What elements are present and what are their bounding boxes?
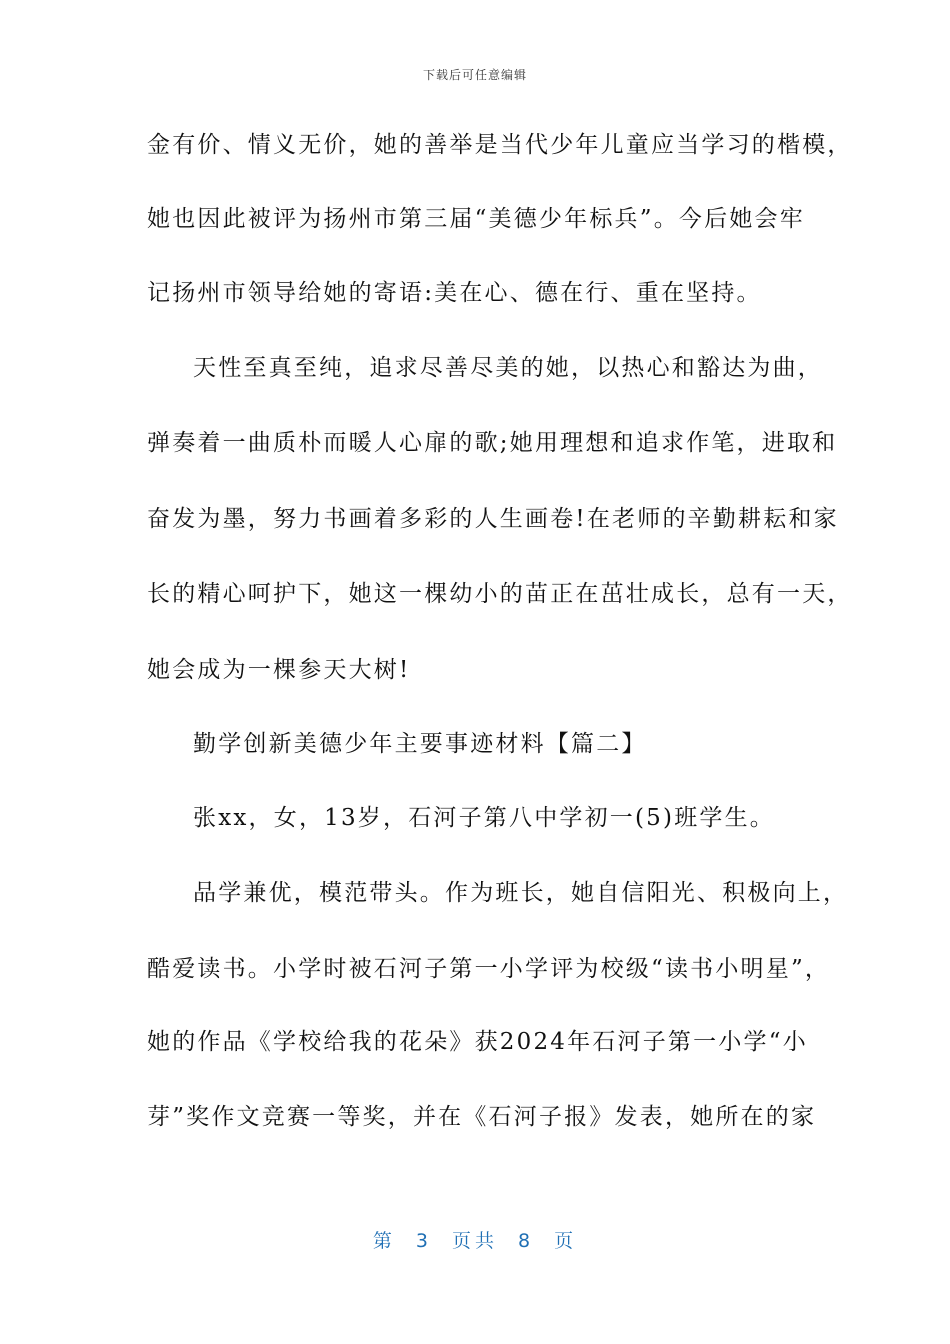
text-line: 长的精心呵护下，她这一棵幼小的苗正在茁壮成长，总有一天， [147,581,853,607]
paragraph-start-line: 天性至真至纯，追求尽善尽美的她，以热心和豁达为曲， [193,355,823,381]
text-line: 她会成为一棵参天大树! [147,657,411,683]
section-heading: 勤学创新美德少年主要事迹材料【篇二】 [193,731,647,757]
paragraph-start-line: 张xx，女，13岁，石河子第八中学初一(5)班学生。 [193,805,775,831]
text-line: 她的作品《学校给我的花朵》获2024年石河子第一小学“小 [147,1029,808,1055]
text-line: 她也因此被评为扬州市第三届“美德少年标兵”。今后她会牢 [147,206,805,232]
page-number-footer: 第 3 页共 8 页 [372,1230,578,1252]
text-line: 芽”奖作文竞赛一等奖，并在《石河子报》发表，她所在的家 [147,1104,817,1130]
text-line: 酷爱读书。小学时被石河子第一小学评为校级“读书小明星”， [147,956,831,982]
text-line: 记扬州市领导给她的寄语:美在心、德在行、重在坚持。 [147,280,762,306]
text-line: 金有价、情义无价，她的善举是当代少年儿童应当学习的楷模， [147,132,853,158]
text-line: 奋发为墨，努力书画着多彩的人生画卷!在老师的辛勤耕耘和家 [147,506,839,532]
text-line: 弹奏着一曲质朴而暖人心扉的歌;她用理想和追求作笔，进取和 [147,430,838,456]
paragraph-start-line: 品学兼优，模范带头。作为班长，她自信阳光、积极向上， [193,880,849,906]
header-note: 下载后可任意编辑 [422,68,527,82]
